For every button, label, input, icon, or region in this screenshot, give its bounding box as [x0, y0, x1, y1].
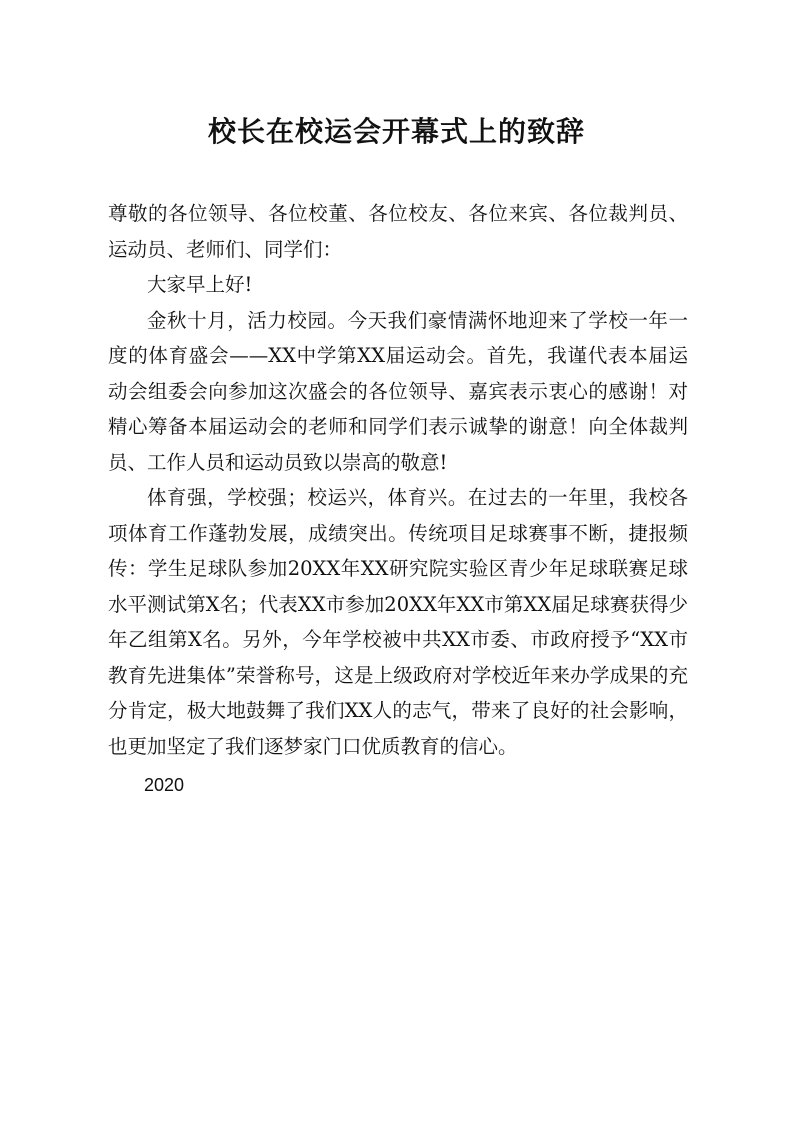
body-paragraph-2: 体育强，学校强；校运兴，体育兴。在过去的一年里，我校各项体育工作蓬勃发展，成绩突出。传统项目足球赛事不断，捷报频传：学生足球队参加20XX年XX研究院实验区青少年足球联赛足球水平测试第X名；代表XX市参加20XX年XX市第XX届足球赛获得少年乙组第X名。另外，今年学校被中共XX市委、市政府授予“XX市教育先进集体”荣誉称号，这是上级政府对学校近年来办学成果的充分肯定，极大地鼓舞了我们XX人的志气，带来了良好的社会影响，也更加坚定了我们逐梦家门口优质教育的信心。 [108, 486, 688, 758]
year-line: 2020 [144, 775, 185, 795]
salutation-paragraph: 尊敬的各位领导、各位校董、各位校友、各位来宾、各位裁判员、运动员、老师们、同学们： [108, 202, 688, 261]
document-body [108, 196, 688, 804]
greeting-paragraph: 大家早上好! [147, 273, 253, 296]
body-paragraph-1: 金秋十月，活力校园。今天我们豪情满怀地迎来了学校一年一度的体育盛会——XX中学第XX届运动会。首先，我谨代表本届运动会组委会向参加这次盛会的各位领导、嘉宾表示衷心的感谢！对精心筹备本届运动会的老师和同学们表示诚挚的谢意！向全体裁判员、工作人员和运动员致以崇高的敬意! [108, 308, 688, 474]
document-title: 校长在校运会开幕式上的致辞 [207, 115, 585, 148]
